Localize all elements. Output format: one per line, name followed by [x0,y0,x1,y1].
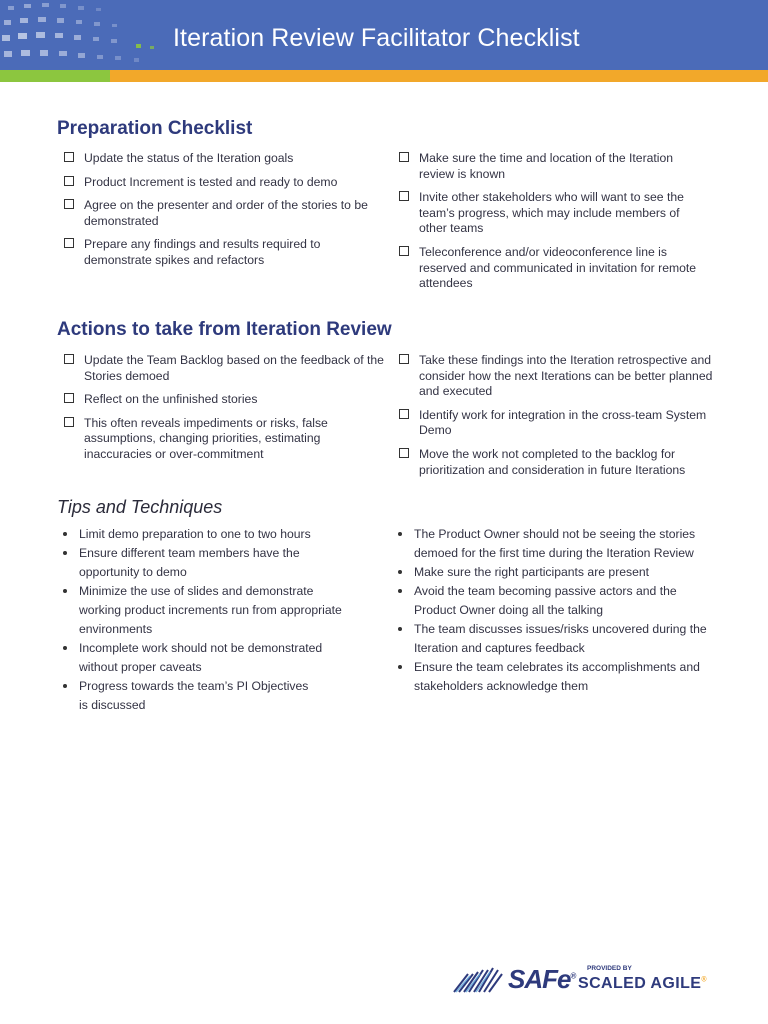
preparation-right-column [399,151,709,292]
checklist-item-text: Update the Team Backlog based on the feedback of the Stories demoed [84,353,384,383]
tips-left-column [57,525,357,715]
tip-item-text: The Product Owner should not be seeing the stories demoed for the first time during the Iteration Review [414,527,696,560]
tip-item [57,544,357,582]
checkbox[interactable] [64,354,74,364]
section-title-preparation: Preparation Checklist [57,118,253,139]
tip-item [392,582,712,620]
tip-item [57,582,357,639]
page-header [0,0,768,82]
checklist-item-text: Make sure the time and location of the Iteration review is known [419,151,674,181]
checklist-item [64,175,384,191]
checklist-item [64,353,384,384]
checklist-item-text: Identify work for integration in the cross-team System Demo [419,407,707,438]
tip-item-text: Limit demo preparation to one to two hours [79,527,311,541]
checklist-item-text: This often reveals impediments or risks, false assumptions, changing priorities, estimating inaccuracies or over-commitment [84,415,328,461]
checkbox[interactable] [64,238,74,248]
dot-pattern-decoration [0,0,200,70]
safe-logo [452,962,712,996]
bullet-icon [398,665,402,669]
accent-green-segment [0,70,110,82]
tip-item [392,620,712,658]
checkbox[interactable] [399,246,409,256]
checklist-item-text: Take these findings into the Iteration retrospective and consider how the next Iterations can be better planned and executed [419,353,713,399]
checklist-item-text: Reflect on the unfinished stories [84,392,258,407]
checklist-item-text: Teleconference and/or videoconference line is reserved and communicated in invitation for remote attendees [419,244,697,291]
checklist-item [399,151,709,182]
checkbox[interactable] [399,191,409,201]
bullet-icon [63,532,67,536]
checklist-item [64,151,384,167]
tip-item-text: Ensure the team celebrates its accomplishments and stakeholders acknowledge them [414,660,700,693]
tip-item-text: Progress towards the team’s PI Objectives is discussed [79,679,309,712]
checkbox[interactable] [64,152,74,162]
checklist-item-text: Prepare any findings and results required to demonstrate spikes and refactors [84,237,321,267]
tip-item [392,658,712,696]
scaled-agile-logo-text: SCALED AGILE® [578,975,707,992]
bullet-icon [63,589,67,593]
checkbox[interactable] [399,152,409,162]
tips-right-column [392,525,712,696]
tip-item-text: The team discusses issues/risks uncovered during the Iteration and captures feedback [414,622,707,655]
actions-right-column [399,353,719,478]
tip-item [57,525,357,544]
bullet-icon [63,551,67,555]
bullet-icon [398,570,402,574]
checkbox[interactable] [64,393,74,403]
checklist-item-text: Product Increment is tested and ready to demo [84,174,338,189]
preparation-left-column [64,151,384,269]
header-accent-bar [0,70,768,82]
page-title: Iteration Review Facilitator Checklist [173,24,580,52]
checkbox[interactable] [399,448,409,458]
bullet-icon [63,684,67,688]
checklist-item [399,190,709,237]
checklist-item-text: Invite other stakeholders who will want to see the team’s progress, which may include members of other teams [419,190,684,236]
checkbox[interactable] [64,199,74,209]
checkbox[interactable] [64,176,74,186]
tip-item [392,563,712,582]
checkbox[interactable] [64,417,74,427]
actions-left-column [64,353,384,463]
accent-orange-segment [110,70,768,82]
checklist-item-text: Update the status of the Iteration goals [84,151,294,165]
checklist-item-text: Move the work not completed to the backlog for prioritization and consideration in future Iterations [419,446,686,477]
section-title-actions: Actions to take from Iteration Review [57,319,392,340]
safe-logo-text: SAFe® [508,964,576,994]
checklist-item [399,408,719,439]
mountain-stripes-icon [452,964,510,996]
checkbox[interactable] [399,409,409,419]
tip-item-text: Avoid the team becoming passive actors and the Product Owner doing all the talking [414,584,677,617]
tip-item-text: Minimize the use of slides and demonstrate working product increments run from appropriate environments [79,584,342,636]
bullet-icon [63,646,67,650]
checklist-item [64,198,384,229]
tip-item [57,677,309,715]
checklist-item [64,392,384,408]
tip-item-text: Ensure different team members have the opportunity to demo [79,546,300,579]
bullet-icon [398,627,402,631]
checklist-item [64,237,384,268]
tip-item-text: Make sure the right participants are present [414,565,650,579]
checklist-item-text: Agree on the presenter and order of the stories to be demonstrated [84,198,368,228]
checklist-item [64,416,384,463]
section-title-tips: Tips and Techniques [57,497,223,517]
tip-item [57,639,357,677]
checklist-item [399,447,719,478]
checkbox[interactable] [399,354,409,364]
tip-item-text: Incomplete work should not be demonstrated without proper caveats [79,641,323,674]
checklist-item [399,245,709,292]
checklist-item [399,353,719,400]
tip-item [392,525,712,563]
provided-by-label: PROVIDED BY [587,965,632,972]
bullet-icon [398,532,402,536]
bullet-icon [398,589,402,593]
